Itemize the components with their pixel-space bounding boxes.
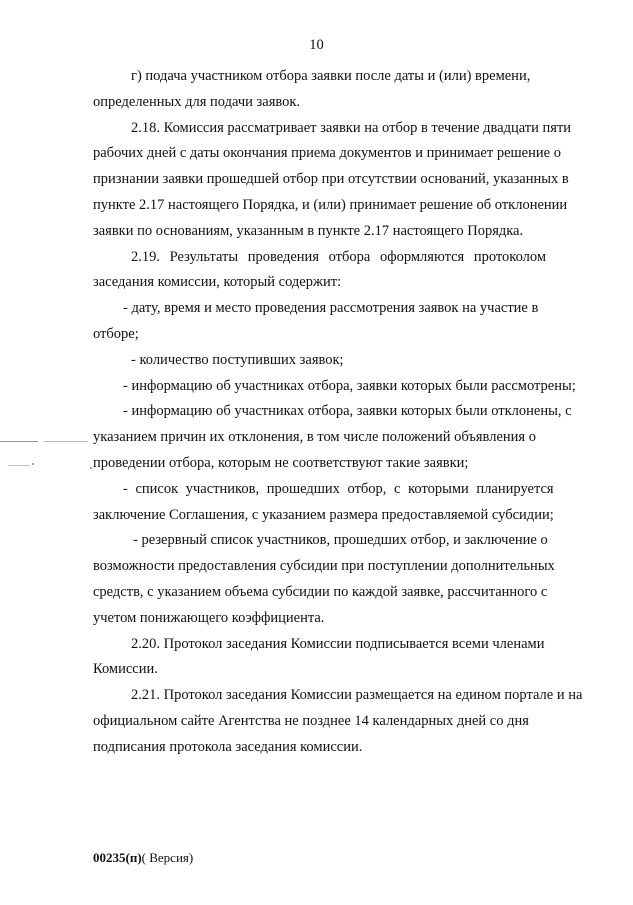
paragraph [93, 296, 591, 348]
scan-artifact-line [8, 465, 30, 466]
paragraph-line: - информацию об участниках отбора, заявки которых были рассмотрены; [123, 377, 576, 394]
paragraph-line: заключение Соглашения, с указанием размера предоставляемой субсидии; [93, 506, 554, 523]
scan-artifact-line [44, 441, 88, 442]
footer-version: ( Версия) [141, 850, 194, 865]
paragraph-line: рабочих дней с даты окончания приема документов и принимает решение о [93, 145, 561, 162]
paragraph-line: - список участников, прошедших отбор, с которыми планируется [123, 480, 554, 497]
paragraph-line: средств, с указанием объема субсидии по каждой заявке, рассчитанного с [93, 583, 548, 600]
paragraph-line: - резервный список участников, прошедших отбор, и заключение о [133, 532, 548, 549]
document-footer [93, 850, 193, 866]
paragraph [93, 528, 591, 631]
paragraph [93, 477, 591, 529]
paragraph [93, 116, 591, 245]
paragraph-line: подписания протокола заседания комиссии. [93, 738, 363, 755]
paragraph [93, 374, 591, 400]
paragraph-line: заседания комиссии, который содержит: [93, 274, 342, 291]
paragraph [93, 683, 591, 760]
paragraph-line: - дату, время и место проведения рассмотрения заявок на участие в [123, 300, 539, 317]
paragraph-line: возможности предоставления субсидии при поступлении дополнительных [93, 558, 555, 575]
footer-code: 00235(п) [93, 850, 142, 865]
paragraph [93, 245, 591, 297]
paragraph-line: признании заявки прошедшей отбор при отсутствии оснований, указанных в [93, 171, 569, 188]
paragraph-line: г) подача участником отбора заявки после даты и (или) времени, [131, 68, 531, 84]
paragraph [93, 632, 591, 684]
paragraph-line: 2.18. Комиссия рассматривает заявки на отбор в течение двадцати пяти [131, 119, 572, 136]
paragraph-line: - количество поступивших заявок; [131, 351, 344, 368]
paragraph-line: 2.21. Протокол заседания Комиссии размещается на едином портале и на [131, 687, 583, 704]
paragraph-line: 2.19. Результаты проведения отбора оформляются протоколом [131, 248, 547, 265]
paragraph-line: Комиссии. [93, 661, 158, 678]
page-number: 10 [309, 37, 324, 53]
paragraph-line: отборе; [93, 325, 139, 342]
paragraph [93, 348, 591, 374]
scan-artifact-dot [32, 463, 34, 465]
paragraph [93, 64, 591, 116]
paragraph-line: официальном сайте Агентства не позднее 14 календарных дней со дня [93, 712, 529, 729]
paragraph-line: 2.20. Протокол заседания Комиссии подписывается всеми членами [131, 635, 545, 652]
paragraph-line: указанием причин их отклонения, в том числе положений объявления о [93, 429, 536, 446]
paragraph-line: - информацию об участниках отбора, заявки которых были отклонены, с [123, 403, 572, 420]
scan-artifact-line [0, 441, 38, 442]
paragraph [93, 399, 591, 476]
scan-artifact-dot [90, 467, 92, 469]
paragraph-line: учетом понижающего коэффициента. [93, 609, 325, 626]
document-body [93, 64, 591, 761]
paragraph-line: заявки по основаниям, указанным в пункте 2.17 настоящего Порядка. [93, 222, 524, 239]
paragraph-line: пункте 2.17 настоящего Порядка, и (или) принимает решение об отклонении [93, 196, 568, 213]
paragraph-line: определенных для подачи заявок. [93, 93, 301, 110]
paragraph-line: проведении отбора, которым не соответствуют такие заявки; [93, 454, 469, 471]
